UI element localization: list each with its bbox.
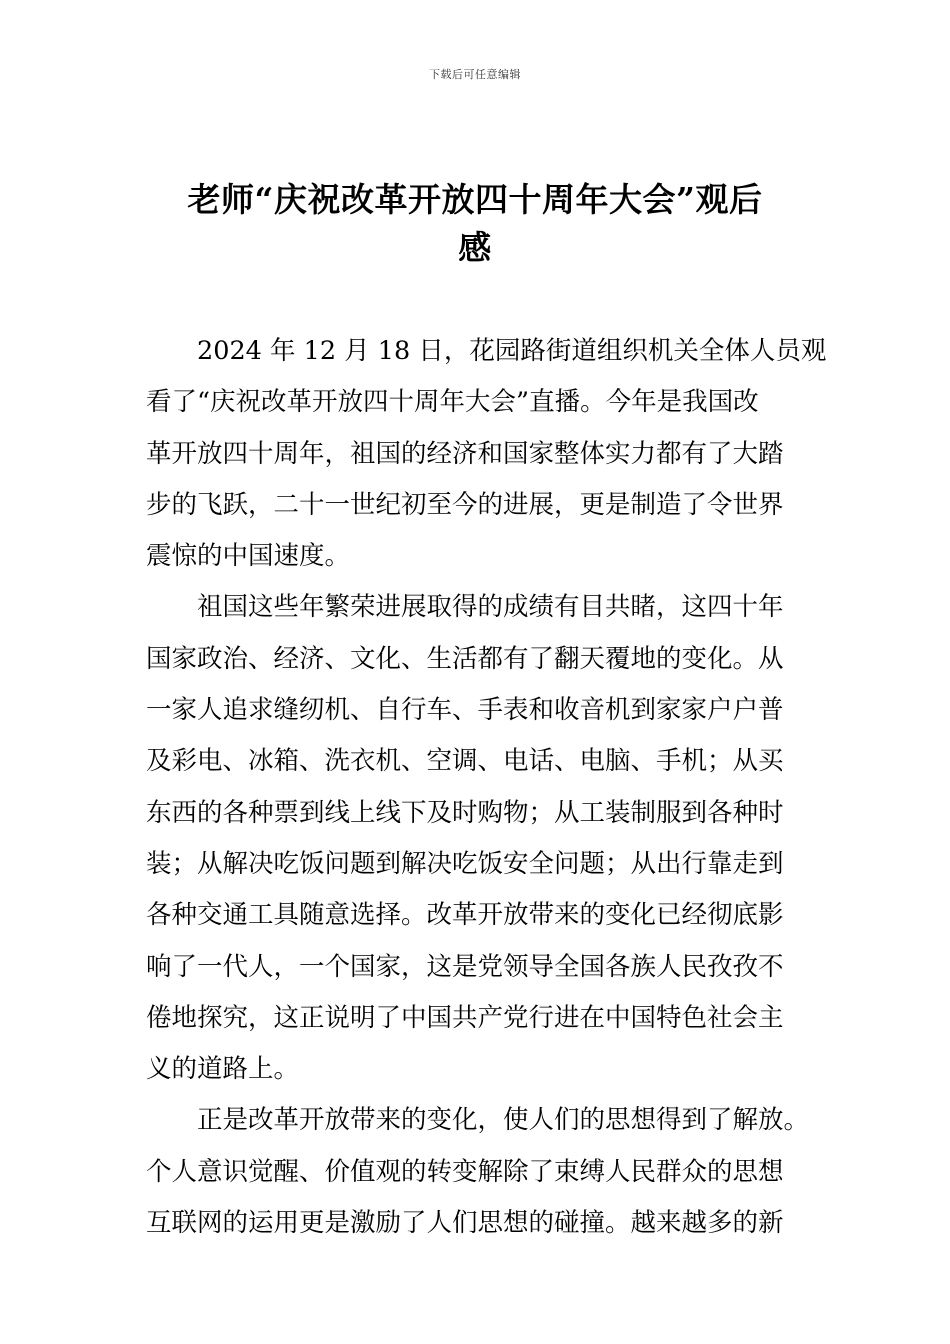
- text-line: 响了一代人，一个国家，这是党领导全国各族人民孜孜不: [146, 951, 784, 982]
- text-line: 国家政治、经济、文化、生活都有了翻天覆地的变化。从: [146, 643, 784, 674]
- text-line: 互联网的运用更是激励了人们思想的碰撞。越来越多的新: [146, 1208, 784, 1239]
- text-line: 2024 年 12 月 18 日，花园路街道组织机关全体人员观: [197, 336, 827, 366]
- text-line: 个人意识觉醒、价值观的转变解除了束缚人民群众的思想: [146, 1156, 784, 1187]
- header-note: 下载后可任意编辑: [429, 68, 521, 81]
- text-line: 及彩电、冰箱、洗衣机、空调、电话、电脑、手机；从买: [146, 746, 784, 777]
- text-line: 步的飞跃，二十一世纪初至今的进展，更是制造了令世界: [146, 489, 784, 520]
- paragraph: [146, 1095, 812, 1249]
- document-body: [146, 326, 827, 1249]
- text-line: 倦地探究，这正说明了中国共产党行进在中国特色社会主: [146, 1002, 784, 1033]
- text-line: 看了“庆祝改革开放四十周年大会”直播。今年是我国改: [146, 387, 759, 418]
- paragraph: [146, 582, 812, 1095]
- text-line: 祖国这些年繁荣进展取得的成绩有目共睹，这四十年: [197, 592, 784, 623]
- document-title: [140, 176, 810, 272]
- text-line: 东西的各种票到线上线下及时购物；从工装制服到各种时: [146, 797, 784, 828]
- text-line: 革开放四十周年，祖国的经济和国家整体实力都有了大踏: [146, 438, 784, 469]
- title-line: 感: [458, 228, 492, 267]
- text-line: 一家人追求缝纫机、自行车、手表和收音机到家家户户普: [146, 695, 784, 726]
- title-line: 老师“庆祝改革开放四十周年大会”观后: [187, 180, 763, 219]
- text-line: 义的道路上。: [146, 1054, 300, 1085]
- text-line: 正是改革开放带来的变化，使人们的思想得到了解放。: [197, 1105, 810, 1136]
- text-line: 装；从解决吃饭问题到解决吃饭安全问题；从出行靠走到: [146, 848, 784, 879]
- text-line: 震惊的中国速度。: [146, 541, 351, 572]
- paragraph: [146, 326, 827, 582]
- text-line: 各种交通工具随意选择。改革开放带来的变化已经彻底影: [146, 900, 784, 931]
